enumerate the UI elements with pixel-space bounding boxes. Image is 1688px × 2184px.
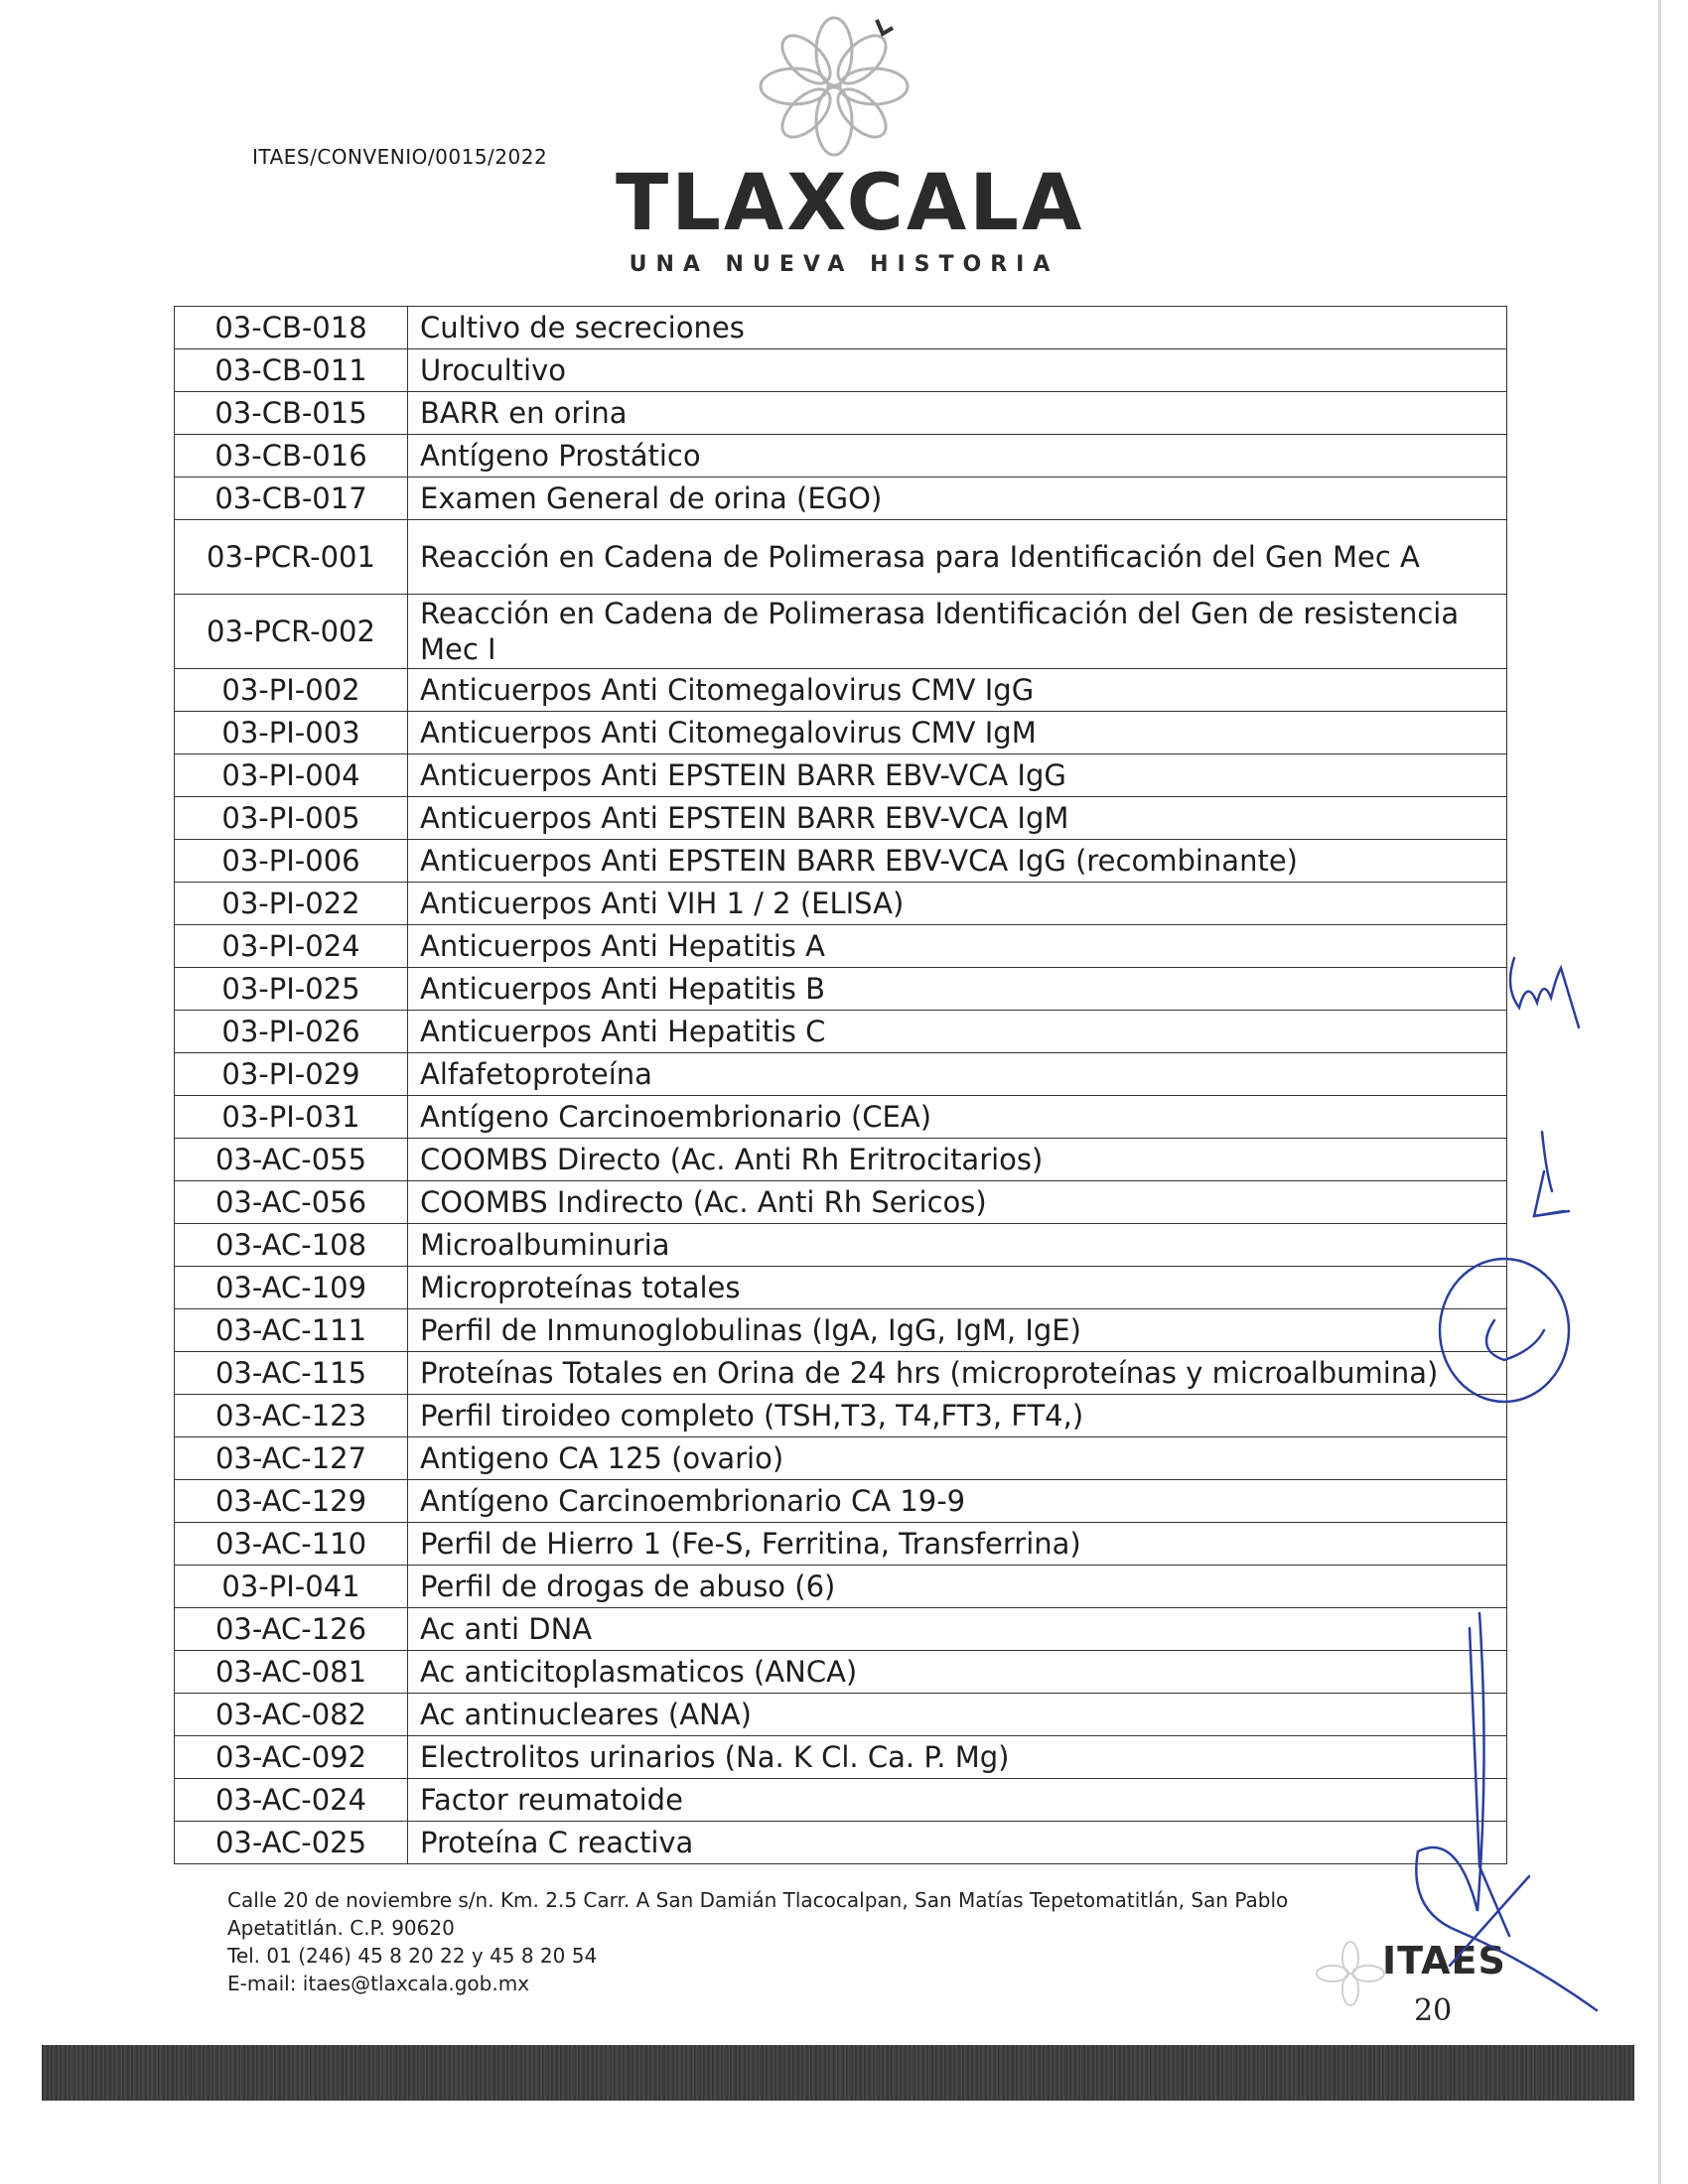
footer-address-line2: Apetatitlán. C.P. 90620 [227, 1916, 455, 1940]
table-row [175, 307, 1507, 349]
table-row [175, 797, 1507, 840]
table-row [175, 1779, 1507, 1822]
test-code: 03-PI-026 [175, 1011, 408, 1053]
test-code: 03-AC-055 [175, 1139, 408, 1181]
test-code: 03-AC-126 [175, 1608, 408, 1651]
test-description: Antígeno Prostático [408, 435, 1507, 478]
table-row [175, 435, 1507, 478]
table-row [175, 1437, 1507, 1480]
test-description: Ac antinucleares (ANA) [408, 1694, 1507, 1736]
test-code: 03-CB-016 [175, 435, 408, 478]
test-description: Reacción en Cadena de Polimerasa Identificación del Gen de resistencia Mec I [408, 595, 1507, 669]
document-reference: ITAES/CONVENIO/0015/2022 [252, 145, 548, 169]
test-code: 03-CB-011 [175, 349, 408, 392]
test-description: Anticuerpos Anti Citomegalovirus CMV IgG [408, 669, 1507, 712]
test-code: 03-PI-025 [175, 968, 408, 1011]
table-row [175, 392, 1507, 435]
table-row [175, 1309, 1507, 1352]
table-row [175, 1181, 1507, 1224]
footer-address-line1: Calle 20 de noviembre s/n. Km. 2.5 Carr. A San Damián Tlacocalpan, San Matías Tepetomatitlán, San Pablo [227, 1888, 1289, 1912]
brand-title: TLAXCALA [616, 159, 1085, 248]
test-description: Examen General de orina (EGO) [408, 478, 1507, 520]
test-description: Proteínas Totales en Orina de 24 hrs (microproteínas y microalbumina) [408, 1352, 1507, 1395]
test-code: 03-AC-092 [175, 1736, 408, 1779]
table-row [175, 1395, 1507, 1437]
test-description: COOMBS Directo (Ac. Anti Rh Eritrocitarios) [408, 1139, 1507, 1181]
test-description: Electrolitos urinarios (Na. K Cl. Ca. P. Mg) [408, 1736, 1507, 1779]
test-description: Urocultivo [408, 349, 1507, 392]
test-description: Anticuerpos Anti VIH 1 / 2 (ELISA) [408, 883, 1507, 925]
test-code: 03-PI-024 [175, 925, 408, 968]
test-description: COOMBS Indirecto (Ac. Anti Rh Sericos) [408, 1181, 1507, 1224]
table-row [175, 1267, 1507, 1309]
table-row [175, 925, 1507, 968]
table-row [175, 1694, 1507, 1736]
table-row [175, 1139, 1507, 1181]
test-description: Antígeno Carcinoembrionario (CEA) [408, 1096, 1507, 1139]
table-row [175, 1523, 1507, 1566]
test-code: 03-PI-003 [175, 712, 408, 754]
test-code: 03-AC-127 [175, 1437, 408, 1480]
table-row [175, 1096, 1507, 1139]
tlaxcala-flower-logo-icon [740, 12, 928, 161]
table-row [175, 968, 1507, 1011]
test-code: 03-AC-129 [175, 1480, 408, 1523]
table-row [175, 883, 1507, 925]
page-number: 20 [1414, 1993, 1453, 2028]
test-description: Anticuerpos Anti Hepatitis B [408, 968, 1507, 1011]
table-row [175, 1053, 1507, 1096]
test-description: Anticuerpos Anti Citomegalovirus CMV IgM [408, 712, 1507, 754]
test-code: 03-CB-015 [175, 392, 408, 435]
test-code: 03-PI-029 [175, 1053, 408, 1096]
footer-bar [42, 2045, 1634, 2101]
test-code: 03-AC-115 [175, 1352, 408, 1395]
table-row [175, 520, 1507, 595]
lab-tests-table [174, 306, 1507, 1864]
test-description: Anticuerpos Anti EPSTEIN BARR EBV-VCA IgG (recombinante) [408, 840, 1507, 883]
scan-edge [1658, 0, 1661, 2184]
test-description: Cultivo de secreciones [408, 307, 1507, 349]
table-row [175, 712, 1507, 754]
table-row [175, 1480, 1507, 1523]
test-code: 03-AC-025 [175, 1822, 408, 1864]
test-description: Microproteínas totales [408, 1267, 1507, 1309]
test-description: Proteína C reactiva [408, 1822, 1507, 1864]
test-code: 03-AC-056 [175, 1181, 408, 1224]
test-code: 03-PI-002 [175, 669, 408, 712]
test-code: 03-AC-081 [175, 1651, 408, 1694]
test-description: Reacción en Cadena de Polimerasa para Identificación del Gen Mec A [408, 520, 1507, 595]
test-description: Ac anti DNA [408, 1608, 1507, 1651]
test-code: 03-AC-109 [175, 1267, 408, 1309]
test-code: 03-AC-123 [175, 1395, 408, 1437]
table-row [175, 1566, 1507, 1608]
test-description: BARR en orina [408, 392, 1507, 435]
test-description: Perfil de Hierro 1 (Fe-S, Ferritina, Transferrina) [408, 1523, 1507, 1566]
test-description: Perfil tiroideo completo (TSH,T3, T4,FT3, FT4,) [408, 1395, 1507, 1437]
test-description: Antigeno CA 125 (ovario) [408, 1437, 1507, 1480]
test-code: 03-PI-004 [175, 754, 408, 797]
test-description: Ac anticitoplasmaticos (ANCA) [408, 1651, 1507, 1694]
table-row [175, 840, 1507, 883]
table-row [175, 1822, 1507, 1864]
footer-phone: Tel. 01 (246) 45 8 20 22 y 45 8 20 54 [227, 1944, 598, 1968]
test-code: 03-PCR-001 [175, 520, 408, 595]
test-code: 03-PCR-002 [175, 595, 408, 669]
test-description: Microalbuminuria [408, 1224, 1507, 1267]
test-code: 03-AC-110 [175, 1523, 408, 1566]
test-description: Alfafetoproteína [408, 1053, 1507, 1096]
test-description: Anticuerpos Anti Hepatitis A [408, 925, 1507, 968]
footer-email: E-mail: itaes@tlaxcala.gob.mx [227, 1972, 530, 1995]
test-description: Perfil de drogas de abuso (6) [408, 1566, 1507, 1608]
footer-contact [227, 1886, 1399, 1997]
table-row [175, 1352, 1507, 1395]
table-row [175, 1651, 1507, 1694]
table-row [175, 1224, 1507, 1267]
test-code: 03-PI-031 [175, 1096, 408, 1139]
test-description: Antígeno Carcinoembrionario CA 19-9 [408, 1480, 1507, 1523]
test-description: Anticuerpos Anti EPSTEIN BARR EBV-VCA IgG [408, 754, 1507, 797]
brand-tagline: UNA NUEVA HISTORIA [629, 252, 1059, 277]
table-row [175, 669, 1507, 712]
table-row [175, 1736, 1507, 1779]
test-description: Anticuerpos Anti Hepatitis C [408, 1011, 1507, 1053]
test-code: 03-AC-108 [175, 1224, 408, 1267]
test-code: 03-AC-082 [175, 1694, 408, 1736]
table-row [175, 595, 1507, 669]
test-code: 03-PI-022 [175, 883, 408, 925]
test-code: 03-PI-006 [175, 840, 408, 883]
test-code: 03-PI-041 [175, 1566, 408, 1608]
test-description: Factor reumatoide [408, 1779, 1507, 1822]
test-description: Perfil de Inmunoglobulinas (IgA, IgG, IgM, IgE) [408, 1309, 1507, 1352]
test-code: 03-CB-017 [175, 478, 408, 520]
table-row [175, 1011, 1507, 1053]
test-code: 03-AC-024 [175, 1779, 408, 1822]
test-code: 03-CB-018 [175, 307, 408, 349]
table-row [175, 1608, 1507, 1651]
table-row [175, 349, 1507, 392]
table-row [175, 478, 1507, 520]
test-code: 03-AC-111 [175, 1309, 408, 1352]
table-row [175, 754, 1507, 797]
test-description: Anticuerpos Anti EPSTEIN BARR EBV-VCA IgM [408, 797, 1507, 840]
test-code: 03-PI-005 [175, 797, 408, 840]
itaes-logo-text: ITAES [1382, 1939, 1506, 1982]
